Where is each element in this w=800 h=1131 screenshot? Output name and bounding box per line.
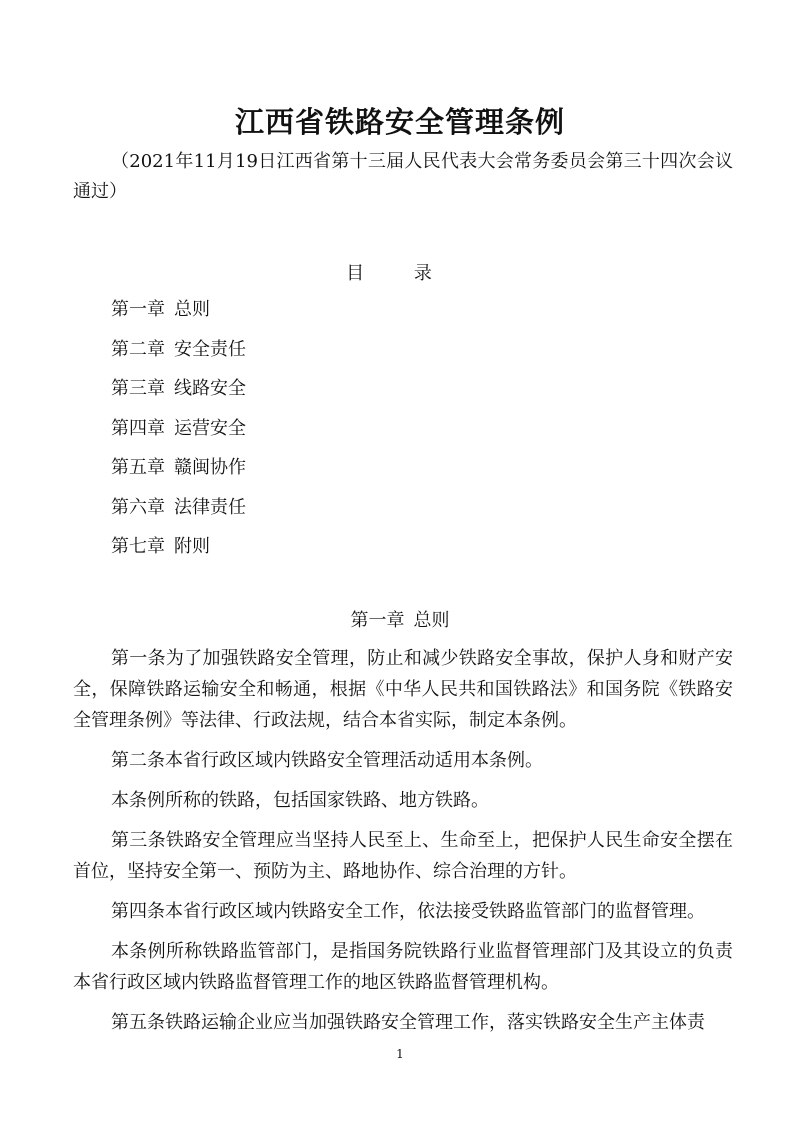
article-paragraph: 第四条本省行政区域内铁路安全工作，依法接受铁路监管部门的监督管理。	[111, 901, 705, 922]
page-number: 1	[396, 1047, 404, 1061]
toc-item[interactable]	[111, 336, 246, 376]
toc-item[interactable]	[111, 296, 246, 336]
article-paragraph: 第一条为了加强铁路安全管理，防止和减少铁路安全事故，保护人身和财产安全，保障铁路运输安全和畅通，根据《中华人民共和国铁路法》和国务院《铁路安全管理条例》等法律、行政法规，结合本省实际，制定本条例。	[73, 648, 733, 731]
toc-chapter-title: 线路安全	[174, 378, 246, 399]
toc-chapter-title: 法律责任	[174, 496, 246, 518]
chapter-heading	[0, 606, 800, 632]
toc-chapter-title: 赣闽协作	[174, 457, 246, 478]
toc-chapter-number: 第二章	[111, 338, 165, 360]
toc-chapter-number: 第六章	[111, 496, 165, 518]
article-paragraph: 本条例所称铁路监管部门，是指国务院铁路行业监督管理部门及其设立的负责本省行政区域内铁路监督管理工作的地区铁路监督管理机构。	[73, 941, 733, 993]
table-of-contents	[111, 296, 246, 573]
article-paragraph: 第五条铁路运输企业应当加强铁路安全管理工作，落实铁路安全生产主体责	[111, 1012, 705, 1033]
document-title: 江西省铁路安全管理条例	[234, 105, 565, 139]
chapter-body	[73, 643, 733, 1047]
chapter-number: 第一章	[350, 610, 405, 631]
toc-item[interactable]	[111, 375, 246, 415]
toc-chapter-title: 附则	[174, 536, 210, 557]
toc-item[interactable]	[111, 494, 246, 534]
toc-chapter-title: 运营安全	[174, 417, 246, 439]
toc-item[interactable]	[111, 533, 246, 573]
toc-chapter-number: 第四章	[111, 417, 165, 439]
article-paragraph: 第三条铁路安全管理应当坚持人民至上、生命至上，把保护人民生命安全摆在首位，坚持安全第一、预防为主、路地协作、综合治理的方针。	[73, 830, 733, 882]
toc-chapter-number: 第一章	[111, 299, 165, 320]
adoption-note: （2021年11月19日江西省第十三届人民代表大会常务委员会第三十四次会议通过）	[73, 151, 733, 202]
toc-item[interactable]	[111, 454, 246, 494]
toc-item[interactable]	[111, 415, 246, 455]
toc-chapter-number: 第七章	[111, 536, 165, 557]
toc-chapter-title: 安全责任	[174, 338, 246, 360]
article-paragraph: 本条例所称的铁路，包括国家铁路、地方铁路。	[111, 790, 489, 811]
article-paragraph: 第二条本省行政区域内铁路安全管理活动适用本条例。	[111, 750, 543, 771]
toc-heading: 目 录	[346, 263, 454, 284]
toc-chapter-number: 第三章	[111, 378, 165, 399]
toc-chapter-number: 第五章	[111, 457, 165, 478]
toc-chapter-title: 总则	[174, 299, 210, 320]
chapter-title: 总则	[413, 610, 450, 631]
